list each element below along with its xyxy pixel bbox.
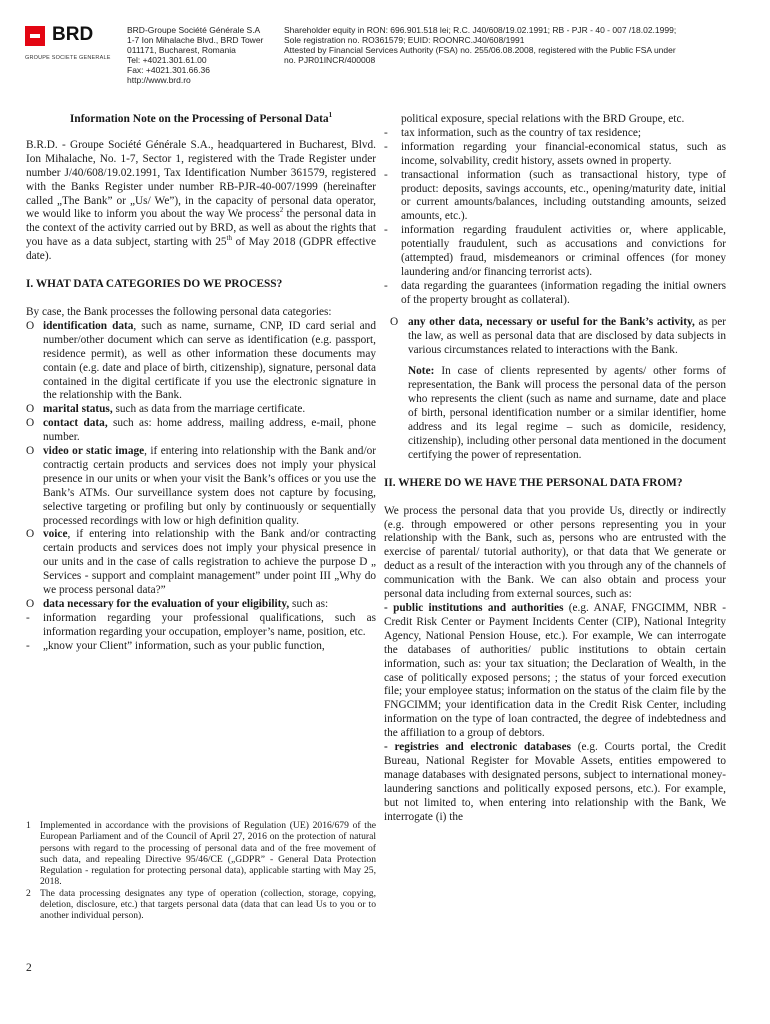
address-line: 011171, Bucharest, Romania — [127, 45, 236, 55]
list-item: O video or static image, if entering into relationship with the Bank and/or contractig certain products and services does not imply your physical presence in our units or when your visit the Bank’s offices or you use the Bank’s ATMs. Our surveillance system does not capture by focusing, selective targeting or profiling but only by continuously or sequentially processed recordings with low or high definition quality. — [26, 445, 376, 527]
right-column — [384, 113, 726, 825]
footnotes — [26, 820, 376, 922]
logo-subtitle: GROUPE SOCIETE GENERALE — [25, 55, 111, 61]
data-sources-paragraph: We process the personal data that you provide Us, directly or indirectly (e.g. through empowered or other persons representing you in your relationship with the Bank, such as, persons who are entrusted with the exercise of parental/ tutorial authority), or that data that We generate or deduct as a result of the interaction with you through any of the channels of communication with the Bank. We can also obtain and process your personal data including from external sources, such as: — [384, 504, 726, 601]
dash-item: - data regarding the guarantees (information regading the initial owners of the property brought as collateral). — [384, 279, 726, 306]
list-item: O voice, if entering into relationship with the Bank and/or contracting certain products and services does not imply your physical presence in our units and in the case of calls registration to achieve the purpose D „ Services - support and complaint management” under point III „Why do we process personal data?” — [26, 528, 376, 597]
representation-note: Note: In case of clients represented by agents/ other forms of representation, the Bank will process the personal data of the person who represents the client (such as name and surname, date and place of birth, personal identification number or a similar identifier, home address and its legal regime – such as domicile, residency, citizenship), including other personal data mentioned in the document certifying the power of representation. — [408, 365, 726, 461]
registration-line: Sole registration no. RO361579; EUID: ROONRC.J40/608/1991 — [284, 35, 525, 45]
dash-item: - transactional information (such as transactional history, type of product: deposits, savings accounts, etc., opening/maturity date, initial or current amounts/balances, including outstanding amounts, seized amounts, etc.). — [384, 168, 726, 223]
intro-paragraph: B.R.D. - Groupe Société Générale S.A., headquartered in Bucharest, Blvd. Ion Mihalache, No. 1-7, Sector 1, registered with the Trade Register under number J/40/608/19.02.1991, Tax Identification Number 361579, registered with the Banks Register under number RB-PJR-40-007/1999 (hereinafter called „The Bank” or „Us/ We”), in the capacity of personal data operator, we would like to inform you about the way We process$^2$ the personal data in the context of the activity carried out by BRD, as well as about the rights that you have as a data subject, starting with 25th of May 2018 (GDPR effective date). — [26, 138, 376, 263]
registries-paragraph: - registries and electronic databases (e.g. Courts portal, the Credit Bureau, National Register for Movable Assets, entities empowered to manage databases with designated persons, subject to international money-laundering sanctions and politically exposed persons, etc.). For example, but not limited to, when entering into relationship with the Bank, We interrogate (i) the — [384, 741, 726, 823]
dash-item: - tax information, such as the country of tax residence; — [384, 126, 641, 139]
address-line: BRD-Groupe Société Générale S.A — [127, 25, 261, 35]
continued-text: political exposure, special relations with the BRD Groupe, etc. — [401, 113, 685, 125]
list-item: O marital status, such as data from the marriage certificate. — [26, 403, 306, 416]
company-address-block — [127, 25, 263, 85]
letterhead — [0, 0, 770, 100]
dash-item: - information regarding fraudulent activities or, where applicable, potentially fraudulent, such as accusations and convictions for (attempted) fraud, misdemeanors or criminal offences (for money laundering and/or financing terrorist acts). — [384, 224, 726, 278]
document-title: Information Note on the Processing of Personal Data$^1$ — [69, 111, 333, 125]
section-heading-1: I. WHAT DATA CATEGORIES DO WE PROCESS? — [26, 278, 283, 291]
brd-logo-icon — [25, 26, 45, 46]
address-line: Fax: +4021.301.66.36 — [127, 65, 210, 75]
address-line: 1-7 Ion Mihalache Blvd., BRD Tower — [127, 35, 264, 45]
dash-item: - information regarding your financial-economical status, such as income, solvability, credit history, assets owned in property. — [384, 140, 726, 167]
dash-item: - „know your Client” information, such as your public function, — [26, 639, 325, 652]
brd-logo-text: BRD — [52, 24, 94, 45]
registration-line: Shareholder equity in RON: 696.901.518 lei; R.C. J40/608/19.02.1991; RB - PJR - 40 - 007 /18.02.1999; — [284, 25, 677, 35]
company-registration-block — [284, 25, 729, 65]
left-column — [26, 113, 376, 654]
dash-item: - information regarding your professional qualifications, such as information regarding your occupation, employer’s name, position, etc. — [26, 611, 376, 638]
registration-line: no. PJR01INCR/400008 — [284, 55, 376, 65]
list-item: O data necessary for the evaluation of your eligibility, such as: — [26, 598, 329, 610]
public-institutions-paragraph: - public institutions and authorities (e.g. ANAF, FNGCIMM, NBR - Credit Risk Center or Payment Incidents Center (CIP), National Integrity Agency, National Pension House, etc.). For example, We can interrogate the databases of authorities/ public institutions to obtain certain information, such as: your tax situation; the Declaration of Wealth, in the case of politically exposed persons; ; the status of your forced execution file; your employee status; information on the status of the claim file by the FNGCIMM; your identification data in the Credit Risk Center, including information on the type of loan contracted, the degree of indebtedness and the affiliation to a group of debtors. — [384, 602, 726, 740]
footnote: 2 The data processing designates any type of operation (collection, storage, copying, deletion, disclosure, etc.) that targets personal data (data that can lead Us to you or to another individual person). — [26, 887, 376, 922]
list-item: O identification data, such as name, surname, CNP, ID card serial and number/other document which can serve as identification (e.g. passport, residence permit), as well as other information these documents may contain (e.g. date and place of birth, citizenship), signature, personal data contained in the digital certificate if you use the electronic signature in the relationship with the Bank. — [26, 319, 376, 402]
registration-line: Attested by Financial Services Authority (FSA) no. 255/06.08.2008, registered with the Public FSA under — [284, 45, 676, 55]
list-item: O contact data, such as: home address, mailing address, e-mail, phone number. — [26, 417, 376, 444]
section-intro: By case, the Bank processes the following personal data categories: — [26, 305, 332, 318]
footnote: 1 Implemented in accordance with the provisions of Regulation (UE) 2016/679 of the European Parliament and of the Council of April 27, 2016 on the protection of natural persons with regard to the processing of personal data and of the free movement of such data, and repealing Directive 95/46/CE („GDPR” - General Data Protection Regulation - regulation for protecting personal data), applicable starting with May 25, 2018. — [26, 820, 376, 888]
website-link[interactable]: http://www.brd.ro — [127, 75, 191, 85]
address-line: Tel: +4021.301.61.00 — [127, 55, 207, 65]
page-number: 2 — [26, 962, 32, 974]
section-heading-2: II. WHERE DO WE HAVE THE PERSONAL DATA FROM? — [384, 476, 683, 489]
other-data-item: O any other data, necessary or useful for the Bank’s activity, as per the law, as well as personal data that are disclosed by data subjects in various circumstances related to interactions with the Bank. — [390, 315, 726, 356]
